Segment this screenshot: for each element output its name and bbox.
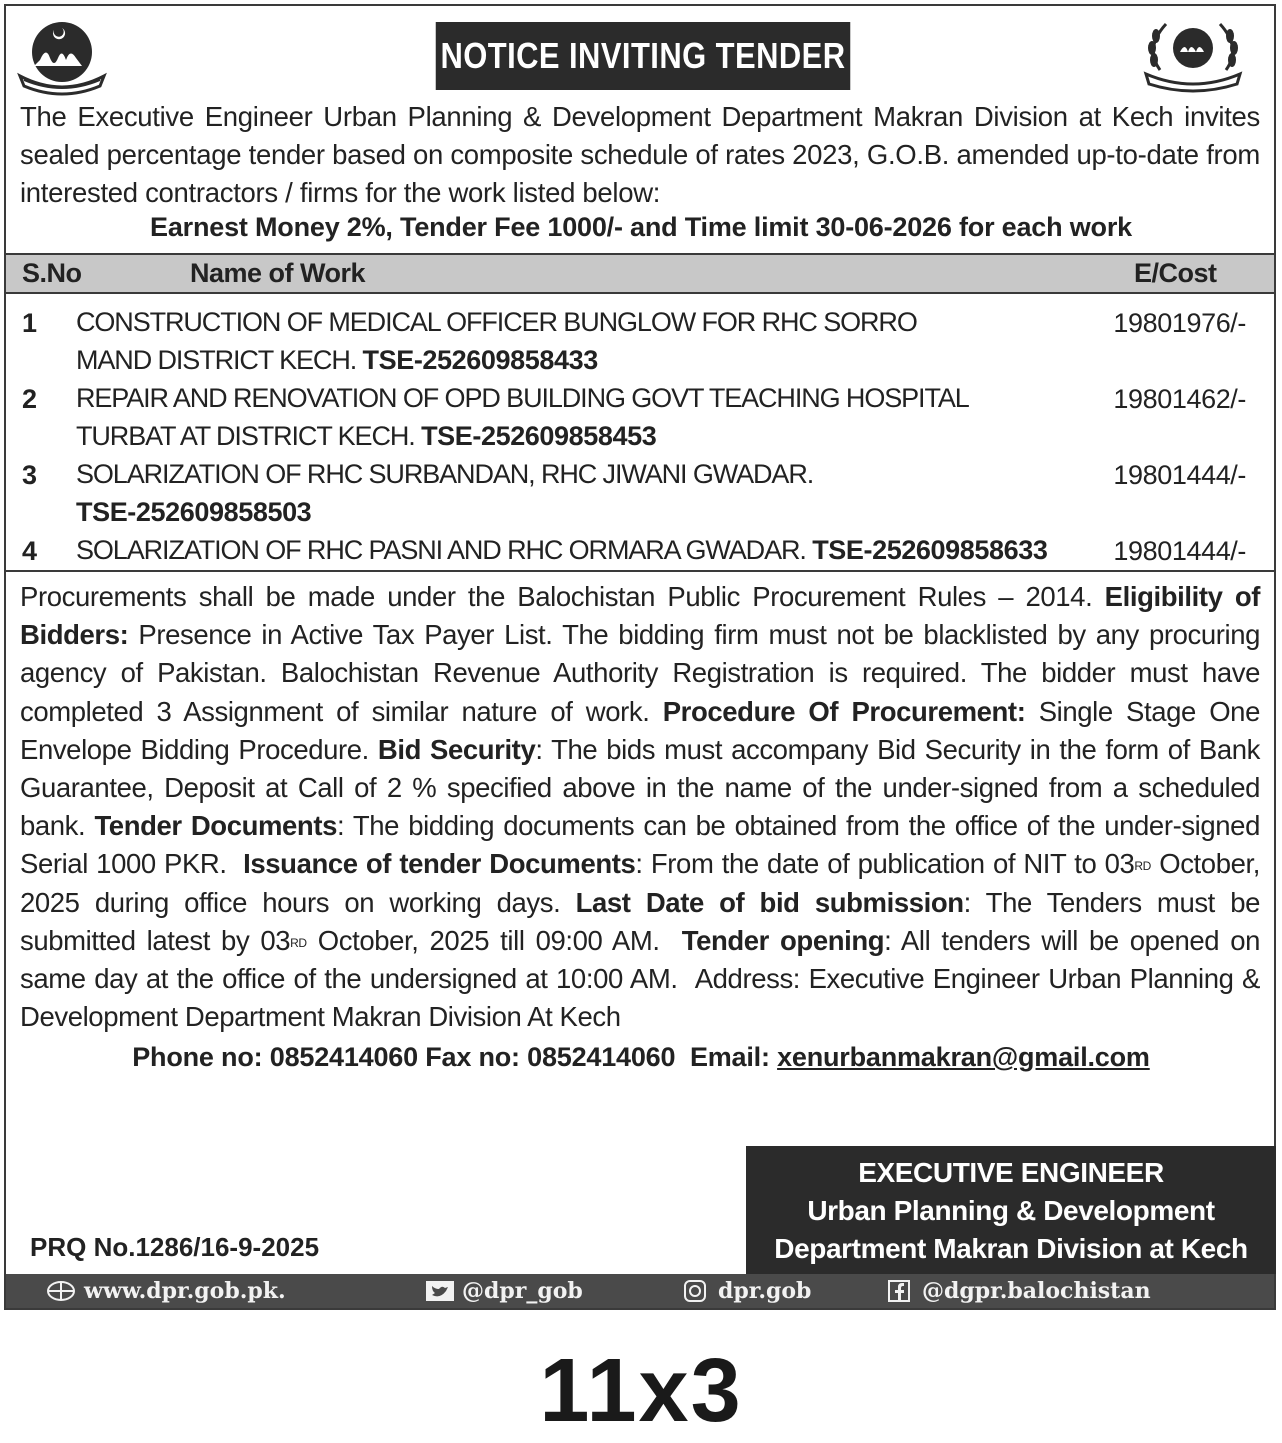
- prq-number: PRQ No.1286/16-9-2025: [30, 1232, 320, 1262]
- signature-title: EXECUTIVE ENGINEER: [858, 1157, 1164, 1188]
- last-date-text: October, 2025 till 09:00 AM.: [306, 924, 660, 956]
- last-date-label: Last Date of bid submission: [575, 886, 964, 918]
- row-cost: 19801462/-: [1113, 384, 1246, 414]
- header-name-of-work: Name of Work: [190, 258, 366, 288]
- procedure-label: Procedure Of Procurement:: [662, 695, 1026, 727]
- tse-number: TSE-252609858433: [362, 345, 598, 375]
- balochistan-emblem-icon: [14, 18, 110, 96]
- issuance-text: : From the date of publication of NIT to 03: [635, 848, 1135, 880]
- superscript: RD: [1134, 859, 1151, 874]
- superscript: RD: [290, 935, 307, 950]
- header-ecost: E/Cost: [1134, 258, 1217, 288]
- tender-documents-label: Tender Documents: [94, 810, 337, 842]
- fax-label: Fax no:: [425, 1042, 520, 1072]
- instagram-handle: dpr.gob: [718, 1278, 812, 1304]
- dpr-emblem-icon: [1138, 14, 1248, 94]
- signature-block: [746, 1146, 1276, 1274]
- tender-conditions: [20, 578, 1260, 1036]
- page-title: NOTICE INVITING TENDER: [436, 22, 851, 90]
- row-number: 2: [22, 384, 38, 414]
- email-link[interactable]: xenurbanmakran@gmail.com: [777, 1042, 1150, 1072]
- row-cost: 19801976/-: [1113, 308, 1246, 338]
- tender-opening-label: Tender opening: [681, 924, 885, 956]
- tse-number: TSE-252609858633: [812, 535, 1048, 565]
- divider: [4, 292, 1276, 294]
- facebook-handle: @dgpr.balochistan: [922, 1278, 1151, 1304]
- work-line1: REPAIR AND RENOVATION OF OPD BUILDING GOVT TEACHING HOSPITAL: [76, 383, 969, 413]
- table-row-work: [76, 531, 1106, 569]
- footer-twitter[interactable]: [426, 1276, 583, 1306]
- facebook-icon: [884, 1280, 914, 1302]
- website-text: www.dpr.gob.pk.: [84, 1278, 286, 1304]
- row-cost: 19801444/-: [1113, 460, 1246, 490]
- row-cost: 19801444/-: [1113, 536, 1246, 566]
- eligibility-label: Eligibility of Bidders:: [20, 581, 1260, 651]
- phone-number: 0852414060: [269, 1042, 418, 1072]
- tse-number: TSE-252609858453: [421, 421, 657, 451]
- ad-size-label: 11x3: [539, 1341, 743, 1441]
- row-number: 1: [22, 308, 38, 338]
- address-text: Address: Executive Engineer Urban Planning & Development Department Makran Division At Kech: [20, 963, 1260, 1033]
- header-sno: S.No: [22, 258, 82, 288]
- tender-documents-text: : The bidding documents can be obtained from the office of the under-signed Serial 1000 PKR.: [20, 810, 1260, 880]
- issuance-label: Issuance of tender Documents: [243, 848, 636, 880]
- tse-number: TSE-252609858503: [76, 497, 312, 527]
- row-number: 3: [22, 460, 38, 490]
- twitter-icon: [426, 1281, 454, 1301]
- work-line2: MAND DISTRICT KECH.: [76, 345, 357, 375]
- tender-opening-text: : All tenders will be opened on same day at the office of the undersigned at 10:00 AM.: [20, 924, 1260, 995]
- last-date-text: : The Tenders must be submitted latest by 03: [20, 886, 1260, 956]
- work-line2: TURBAT AT DISTRICT KECH.: [76, 421, 415, 451]
- signature-division: Department Makran Division at Kech: [774, 1233, 1248, 1264]
- twitter-handle: @dpr_gob: [462, 1278, 583, 1304]
- table-row-work: [76, 379, 1106, 455]
- earnest-money-line: Earnest Money 2%, Tender Fee 1000/- and Time limit 30-06-2026 for each work: [150, 212, 1132, 242]
- divider: [4, 570, 1276, 572]
- contact-line: [0, 1042, 1282, 1073]
- footer-instagram[interactable]: [680, 1276, 811, 1306]
- procedure-text: Single Stage One Envelope Bidding Procedure.: [20, 695, 1260, 765]
- email-label: Email:: [689, 1042, 770, 1072]
- intro-text: The Executive Engineer Urban Planning & Development Department Makran Division at Kech invites sealed percentage tender based on composite schedule of rates 2023, G.O.B. amended up-to-date from interested contractors / firms for the work listed below:: [20, 101, 1260, 208]
- signature-department: Urban Planning & Development: [807, 1195, 1215, 1226]
- footer-bar: [6, 1274, 1274, 1308]
- fax-number: 0852414060: [527, 1042, 676, 1072]
- instagram-icon: [680, 1280, 710, 1302]
- work-line1: SOLARIZATION OF RHC SURBANDAN, RHC JIWANI GWADAR.: [76, 459, 814, 489]
- work-line1: SOLARIZATION OF RHC PASNI AND RHC ORMARA GWADAR.: [76, 535, 806, 565]
- row-number: 4: [22, 536, 38, 566]
- bid-security-text: : The bids must accompany Bid Security in the form of Bank Guarantee, Deposit at Call of 2 % specified above in the name of the under-signed from a scheduled bank.: [20, 733, 1260, 842]
- globe-icon: [46, 1280, 76, 1302]
- phone-label: Phone no:: [132, 1042, 263, 1072]
- work-line1: CONSTRUCTION OF MEDICAL OFFICER BUNGLOW FOR RHC SORRO: [76, 307, 917, 337]
- footer-website[interactable]: [46, 1276, 286, 1306]
- eligibility-text: Presence in Active Tax Payer List. The bidding firm must not be blacklisted by any procuring agency of Pakistan. Balochistan Revenue Authority Registration is required. The bidder must have completed 3 Assignment of similar nature of work.: [20, 619, 1260, 727]
- issuance-text: October, 2025 during office hours on working days.: [20, 848, 1260, 918]
- table-row-work: [76, 303, 1106, 379]
- footer-facebook[interactable]: [884, 1276, 1151, 1306]
- bid-security-label: Bid Security: [377, 733, 536, 765]
- procurement-rules-text: Procurements shall be made under the Balochistan Public Procurement Rules – 2014.: [20, 581, 1093, 612]
- table-row-work: [76, 455, 1106, 531]
